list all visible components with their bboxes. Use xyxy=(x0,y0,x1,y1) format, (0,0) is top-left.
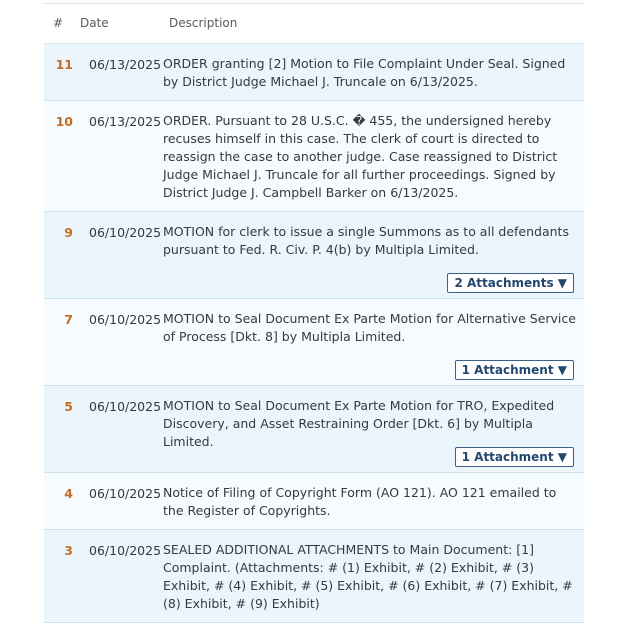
table-row xyxy=(44,299,584,386)
entry-description: MOTION to Seal Document Ex Parte Motion for TRO, Expedited Discovery, and Asset Restraining Order [Dkt. 6] by Multipla Limited. xyxy=(163,398,555,449)
entry-number[interactable]: 10 xyxy=(55,114,73,129)
entry-number[interactable]: 3 xyxy=(64,543,73,558)
table-row xyxy=(44,473,584,530)
table-row xyxy=(44,44,584,101)
table-row xyxy=(44,530,584,623)
entry-description: ORDER. Pursuant to 28 U.S.C. � 455, the undersigned hereby recuses himself in this case. The clerk of court is directed to reassign the case to another judge. Case reassigned to District Judge Michael J. Truncale for all further proceedings. Signed by District Judge J. Campbell Barker on 6/13/2025. xyxy=(163,113,558,200)
entry-number[interactable]: 5 xyxy=(64,399,73,414)
entry-date: 06/10/2025 xyxy=(89,486,162,501)
table-row xyxy=(44,386,584,473)
attachments-toggle-button[interactable]: 1 Attachment ▼ xyxy=(455,447,574,467)
entry-number[interactable]: 9 xyxy=(64,225,73,240)
entry-date: 06/13/2025 xyxy=(89,114,162,129)
entry-date: 06/13/2025 xyxy=(89,57,162,72)
attachments-toggle-button[interactable]: 1 Attachment ▼ xyxy=(455,360,574,380)
entry-description: ORDER granting [2] Motion to File Complaint Under Seal. Signed by District Judge Michael J. Truncale on 6/13/2025. xyxy=(163,56,566,89)
entry-date: 06/10/2025 xyxy=(89,312,162,327)
table-row xyxy=(44,212,584,299)
header-number: # xyxy=(53,16,64,30)
entry-number[interactable]: 11 xyxy=(55,57,73,72)
header-description: Description xyxy=(169,16,238,30)
entry-date: 06/10/2025 xyxy=(89,399,162,414)
entry-date: 06/10/2025 xyxy=(89,225,162,240)
header-date: Date xyxy=(80,16,109,30)
entry-description: MOTION to Seal Document Ex Parte Motion for Alternative Service of Process [Dkt. 8] by Multipla Limited. xyxy=(163,311,576,344)
table-header xyxy=(44,3,584,44)
entry-description: SEALED ADDITIONAL ATTACHMENTS to Main Document: [1] Complaint. (Attachments: # (1) Exhibit, # (2) Exhibit, # (3) Exhibit, # (4) Exhibit, # (5) Exhibit, # (6) Exhibit, # (7) Exhibit, # (8) Exhibit, # (9) Exhibit) xyxy=(163,542,573,611)
table-row xyxy=(44,101,584,212)
entry-number[interactable]: 4 xyxy=(64,486,73,501)
docket-table xyxy=(44,3,584,623)
entry-description: MOTION for clerk to issue a single Summons as to all defendants pursuant to Fed. R. Civ. P. 4(b) by Multipla Limited. xyxy=(163,224,569,257)
entry-description: Notice of Filing of Copyright Form (AO 121). AO 121 emailed to the Register of Copyrights. xyxy=(163,485,557,518)
entry-number[interactable]: 7 xyxy=(64,312,73,327)
entry-date: 06/10/2025 xyxy=(89,543,162,558)
attachments-toggle-button[interactable]: 2 Attachments ▼ xyxy=(447,273,574,293)
